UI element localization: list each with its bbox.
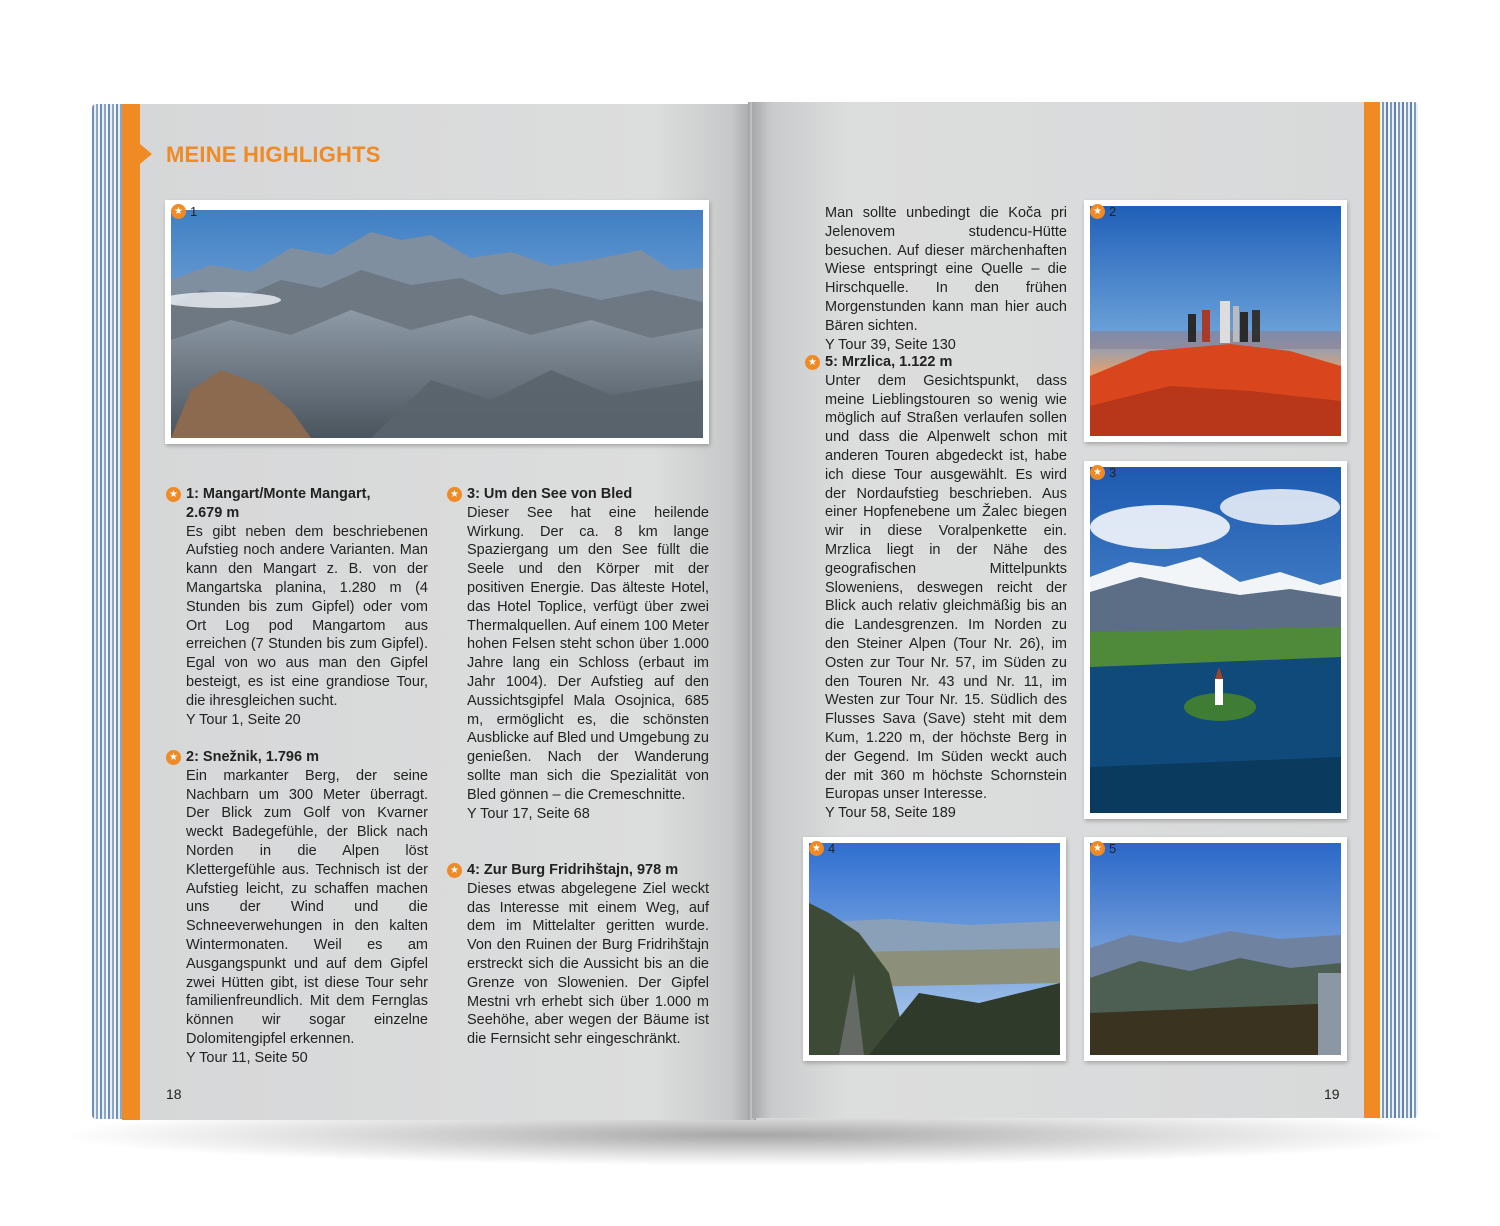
page-title: MEINE HIGHLIGHTS bbox=[166, 142, 381, 167]
star-icon: ★ bbox=[166, 487, 181, 502]
photo-tag bbox=[1090, 463, 1116, 481]
article-3 bbox=[450, 485, 709, 823]
tour-reference: Y Tour 39, Seite 130 bbox=[825, 336, 956, 353]
photo-number: 2 bbox=[1109, 203, 1117, 219]
book-page-edges-left bbox=[92, 104, 122, 1119]
star-icon: ★ bbox=[447, 487, 462, 502]
mountain-panorama-image bbox=[171, 210, 703, 438]
orange-margin-bar bbox=[1364, 102, 1380, 1118]
article-body: Ein markanter Berg, der seine Nachbarn um 300 Meter überragt. Der Blick zum Golf von Kvarner weckt Badegefühle, der Blick nach Norden in die Alpen löst Klettergefühle aus. Technisch ist der Aufstieg leicht, zu schaffen machen uns der Wind und die Schneeverwehungen in den kalten Wintermonaten. Weil es am Ausgangspunkt und auf dem Gipfel zwei Hütten gibt, ist diese Tour sehr familienfreundlich. Mit dem Fernglas können wir sogar einzelne Dolomitengipfel erkennen. bbox=[186, 767, 428, 1047]
tour-reference: Y Tour 17, Seite 68 bbox=[467, 805, 590, 822]
article-4 bbox=[450, 861, 709, 1049]
photo-2-summit-sunset bbox=[1084, 200, 1347, 442]
summit-sunset-image bbox=[1090, 203, 1341, 436]
photo-tag bbox=[1090, 202, 1116, 220]
star-icon: ★ bbox=[1090, 841, 1105, 856]
article-heading: 5: Mrzlica, 1.122 m bbox=[825, 354, 953, 370]
article-body: Dieses etwas abgelegene Ziel weckt das Interesse mit einem Weg, auf dem im Mittelalter geritten wurde. Von den Ruinen der Burg Fridrihštajn erstreckt sich die Aussicht bis an die Grenze von Slowenien. Der Gipfel Mestni vrh erhebt sich über 1.000 m Seehöhe, aber wegen der Bäume ist die Fernsicht sehr eingeschränkt. bbox=[467, 880, 709, 1048]
orange-margin-bar bbox=[122, 104, 140, 1120]
photo-number: 3 bbox=[1109, 464, 1117, 480]
photo-tag bbox=[809, 839, 835, 857]
book-page-edges-right bbox=[1380, 102, 1418, 1118]
photo-number: 4 bbox=[828, 840, 836, 856]
star-icon: ★ bbox=[1090, 204, 1105, 219]
tour-reference: Y Tour 1, Seite 20 bbox=[186, 711, 301, 728]
lake-bled-image bbox=[1090, 464, 1341, 813]
star-icon: ★ bbox=[447, 863, 462, 878]
article-5 bbox=[808, 353, 1067, 823]
mrzlica-view-image bbox=[1090, 840, 1341, 1055]
article-body: Dieser See hat eine heilende Wirkung. Der ca. 8 km lange Spaziergang um den See füllt die Seele und den Körper mit der positiven Energie. Das älteste Hotel, das Hotel Toplice, verfügt über zwei Thermalquellen. Auf einem 100 Meter hohen Felsen steht schon über 1.000 Jahre lang ein Schloss (erbaut im Jahr 1004). Der Aufstieg auf den Aussichtsgipfel Mala Osojnica, 685 m, ermöglicht es, die schönsten Ausblicke auf Bled und Umgebung zu genießen. Nach der Wanderung sollte man sich die Spezialität von Bled gönnen – die Cremeschnitte. bbox=[467, 504, 709, 803]
fridrihstajn-view-image bbox=[809, 840, 1060, 1055]
photo-3-lake-bled bbox=[1084, 461, 1347, 819]
photo-tag bbox=[1090, 839, 1116, 857]
star-icon: ★ bbox=[171, 204, 186, 219]
left-page bbox=[122, 104, 750, 1120]
photo-tag bbox=[171, 202, 197, 220]
article-body: Man sollte unbedingt die Koča pri Jelenovem studencu-Hütte besuchen. Auf dieser märchenhaften Wiese entspringt eine Quelle – die Hirschquelle. In den frühen Morgenstunden kann man hier auch Bären sichten. bbox=[825, 205, 1067, 334]
star-icon: ★ bbox=[166, 750, 181, 765]
right-page bbox=[752, 102, 1380, 1118]
title-chevron-icon bbox=[140, 144, 152, 164]
article-heading: 2: Snežnik, 1.796 m bbox=[186, 749, 319, 765]
star-icon: ★ bbox=[1090, 465, 1105, 480]
article-continuation bbox=[825, 204, 1067, 354]
photo-1-mangart-panorama bbox=[165, 200, 709, 444]
photo-number: 1 bbox=[190, 203, 198, 219]
star-icon: ★ bbox=[805, 355, 820, 370]
tour-reference: Y Tour 11, Seite 50 bbox=[186, 1049, 308, 1066]
photo-number: 5 bbox=[1109, 840, 1117, 856]
article-heading: 4: Zur Burg Fridrihštajn, 978 m bbox=[467, 862, 679, 878]
star-icon: ★ bbox=[809, 841, 824, 856]
photo-4-fridrihstajn-view bbox=[803, 837, 1066, 1061]
article-2 bbox=[169, 748, 428, 1068]
article-heading: 1: Mangart/Monte Mangart, 2.679 m bbox=[186, 486, 371, 521]
article-body: Es gibt neben dem beschriebenen Aufstieg noch andere Varianten. Man kann den Mangart z. B. von der Mangartska planina, 1.280 m (4 Stunden bis zum Gipfel) oder vom Ort Log pod Mangartom aus erreichen (7 Stunden bis zum Gipfel). Egal von wo aus man den Gipfel besteigt, es ist eine grandiose Tour, die ihresgleichen sucht. bbox=[186, 523, 428, 709]
page-number: 19 bbox=[1324, 1086, 1340, 1102]
tour-reference: Y Tour 58, Seite 189 bbox=[825, 805, 956, 822]
article-body: Unter dem Gesichtspunkt, dass meine Lieblingstouren so wenig wie möglich auf Straßen verlaufen sollen und dass die Alpenwelt schon mit anderen Touren abgedeckt ist, habe ich diese Tour ausgewählt. Es wird der Nordaufstieg beschrieben. Aus einer Hopfenebene um Žalec biegen wir in diese Voralpenkette ein. Mrzlica liegt in der Nähe des geografischen Mittelpunkts Sloweniens, deswegen reicht der Blick auch relativ gleichmäßig bis an die Landesgrenzen. Im Norden zu den Steiner Alpen (Tour Nr. 26), im Osten zur Tour Nr. 57, im Süden zu den Touren Nr. 43 und Nr. 11, im Westen zur Tour Nr. 15. Südlich des Flusses Sava (Save) steht mit dem Kum, 1.220 m, der höchste Berg in der Gegend. Im Süden weckt auch der mit 360 m höchste Schornstein Europas unser Interesse. bbox=[825, 372, 1067, 803]
article-1 bbox=[169, 485, 428, 729]
page-number: 18 bbox=[166, 1086, 182, 1102]
photo-5-mrzlica-view bbox=[1084, 837, 1347, 1061]
article-heading: 3: Um den See von Bled bbox=[467, 486, 633, 502]
